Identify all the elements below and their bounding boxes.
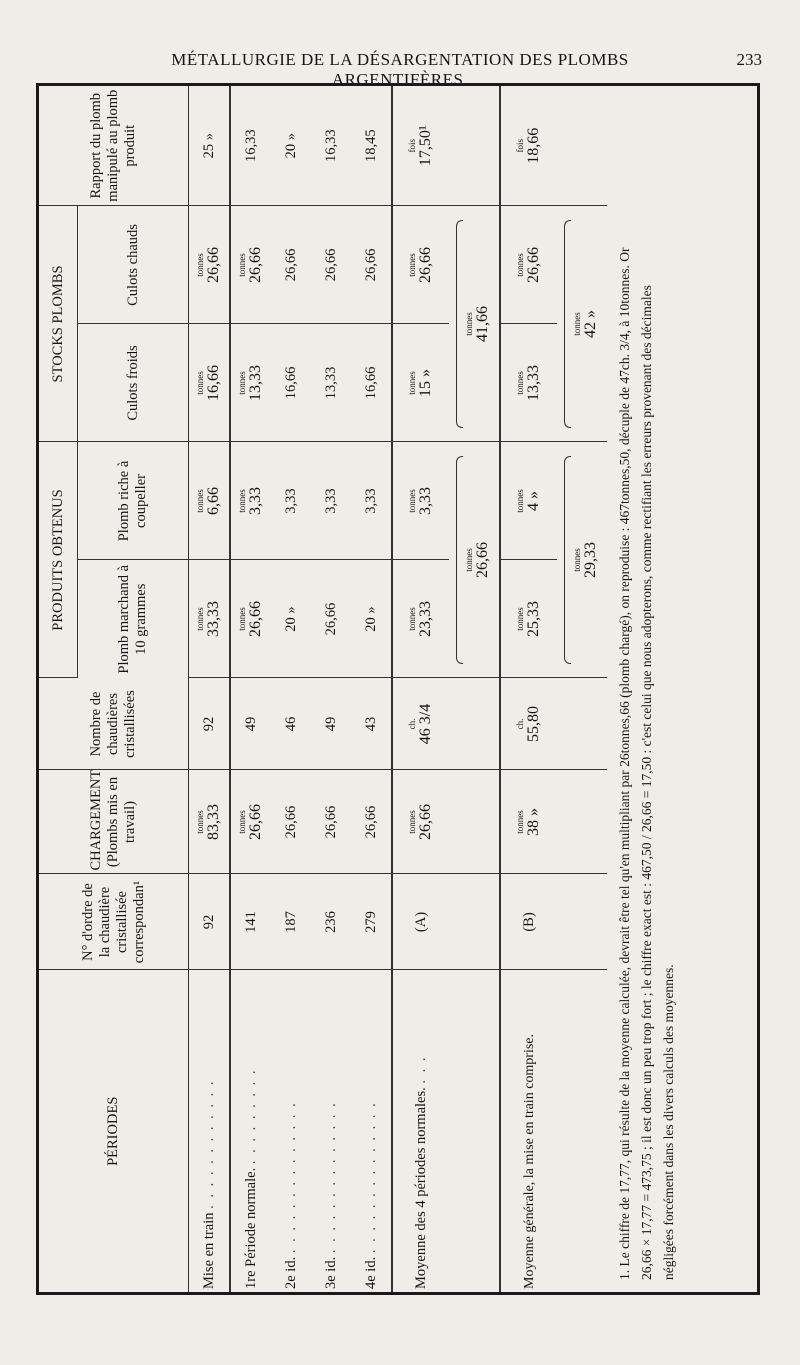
row-chauds: 26,66	[351, 206, 392, 324]
table-row-moyenne-generale: Moyenne générale, la mise en train comprise. (B) tonnes 38 » ch. 55,80 tonnes 25,33 tonnes 4 » tonnes 13,33 tonnes 26,66 fois 18,66	[500, 86, 557, 1292]
footnote-line-2: 26,66 × 17,77 = 473,75 ; il est donc un peu trop fort ; le chiffre exact est : 467,50 / 26,66 = 17,50 : c'est celui que nous adopterons, comme rectifiant les erreurs provenant des décimales	[639, 285, 654, 1280]
row-rapport: 25 »	[189, 86, 231, 206]
table-row: 4e id. . . . . . . . . . . . . . . 279 26,66 43 20 » 3,33 16,66 26,66 18,45	[351, 86, 392, 1292]
header-rapport: Rapport du plomb manipulé au plomb produit	[39, 86, 189, 206]
row-marchand: 33,33	[204, 601, 222, 637]
row-periode: Moyenne générale, la mise en train comprise.	[521, 1033, 537, 1289]
running-title: MÉTALLURGIE DE LA DÉSARGENTATION DES PLOMBS ARGENTIFÈRES.	[171, 50, 629, 89]
row-chargement: 26,66	[246, 804, 264, 840]
brace-produits-4	[456, 456, 463, 664]
row-periode: 3e id.	[322, 1256, 339, 1289]
row-riche: 6,66	[204, 487, 222, 515]
row-chauds: 26,66	[246, 246, 264, 283]
row-chargement: 26,66	[311, 770, 351, 874]
row-rapport: 18,45	[351, 86, 392, 206]
row-ordre: (B)	[500, 874, 557, 970]
row-periode: 4e id.	[362, 1256, 379, 1289]
row-ordre: 279	[351, 874, 392, 970]
row-marchand: 20 »	[271, 560, 311, 678]
header-culots-chauds: Culots chauds	[78, 206, 189, 324]
row-nombre: 46	[271, 678, 311, 770]
row-froids: 13,33	[524, 364, 542, 401]
row-chauds: 26,66	[271, 206, 311, 324]
row-froids: 16,66	[271, 324, 311, 442]
row-periode: 2e id.	[282, 1256, 299, 1289]
header-periodes: PÉRIODES	[39, 970, 189, 1292]
header-culots-froids: Culots froids	[78, 324, 189, 442]
row-ordre: 92	[189, 874, 231, 970]
row-ordre: 187	[271, 874, 311, 970]
row-rapport: 17,50¹	[416, 125, 434, 167]
row-chauds: 26,66	[204, 246, 222, 283]
row-rapport: 18,66	[524, 127, 542, 164]
row-riche: 3,33	[416, 487, 434, 515]
row-chauds: 26,66	[311, 206, 351, 324]
page-number: 233	[736, 50, 762, 69]
total-produits-gen: 29,33	[582, 542, 599, 578]
header-nombre: Nombre de chaudières cristallisées	[39, 678, 189, 770]
footnote-line-1: 1. Le chiffre de 17,77, qui résulte de la moyenne calculée, devrait être tel qu'en multipliant par 26tonnes,66 (plomb chargé), on reproduise : 467tonnes,50, décuple de 47ch. 3/4, à 10tonnes. Or	[617, 247, 632, 1280]
row-froids: 16,66	[204, 364, 222, 401]
table-row-totals-generale: tonnes 29,33 tonnes 42 »	[557, 86, 607, 1292]
footnote-line-3: négligées forcément dans les divers calculs des moyennes.	[661, 964, 676, 1280]
row-chargement: 26,66	[271, 770, 311, 874]
row-nombre: 49	[230, 678, 271, 770]
row-froids: 13,33	[246, 364, 264, 401]
table-row: 3e id. . . . . . . . . . . . . . . 236 26,66 49 26,66 3,33 13,33 26,66 16,33	[311, 86, 351, 1292]
header-stocks-plombs: STOCKS PLOMBS	[39, 206, 78, 442]
row-periode: Mise en train	[200, 1212, 217, 1289]
row-ordre: 236	[311, 874, 351, 970]
row-nombre: 46 3/4	[416, 703, 434, 745]
row-riche: 3,33	[351, 442, 392, 560]
row-periode: Moyenne des 4 périodes normales.	[412, 1087, 429, 1289]
header-chargement: CHARGEMENT (Plombs mis en travail)	[39, 770, 189, 874]
row-rapport: 20 »	[271, 86, 311, 206]
row-chargement: 26,66	[416, 804, 434, 840]
row-chauds: 26,66	[524, 246, 542, 283]
row-marchand: 25,33	[524, 601, 542, 637]
row-marchand: 26,66	[246, 601, 264, 637]
footnote	[614, 100, 680, 1280]
brace-produits-gen	[564, 456, 571, 664]
row-riche: 4 »	[524, 491, 542, 511]
row-nombre: 55,80	[524, 706, 542, 742]
row-riche: 3,33	[246, 487, 264, 515]
header-produits-obtenus: PRODUITS OBTENUS	[39, 442, 78, 678]
row-marchand: 26,66	[311, 560, 351, 678]
total-stocks-gen: 42 »	[582, 309, 599, 338]
brace-stocks-gen	[564, 220, 571, 428]
row-periode: 1re Période normale.	[242, 1167, 259, 1289]
row-froids: 13,33	[311, 324, 351, 442]
header-plomb-riche: Plomb riche à coupeller	[78, 442, 189, 560]
row-chargement: 83,33	[204, 804, 222, 840]
header-ordre: N° d'ordre de la chaudière cristallisée correspondan¹	[39, 874, 189, 970]
row-ordre: (A)	[392, 874, 449, 970]
row-chauds: 26,66	[416, 246, 434, 283]
row-froids: 16,66	[351, 324, 392, 442]
table-frame	[36, 83, 760, 1295]
header-plomb-marchand: Plomb marchand à 10 grammes	[78, 560, 189, 678]
total-stocks-4: 41,66	[474, 305, 491, 342]
row-froids: 15 »	[416, 368, 434, 397]
row-marchand: 23,33	[416, 601, 434, 637]
row-riche: 3,33	[311, 442, 351, 560]
table-row: 1re Période normale. . . . . . . . . . 141 tonnes 26,66 49 tonnes 26,66 tonnes 3,33 tonnes 13,33 tonnes 26,66 16,33	[230, 86, 271, 1292]
periods-table	[39, 86, 607, 1292]
table-row-moyenne-4: Moyenne des 4 périodes normales. . . . (A) tonnes 26,66 ch. 46 3/4 tonnes 23,33 tonnes 3,33 tonnes 15 » tonnes 26,66 fois 17,50¹	[392, 86, 449, 1292]
row-ordre: 141	[230, 874, 271, 970]
row-marchand: 20 »	[351, 560, 392, 678]
table-row: 2e id. . . . . . . . . . . . . . . 187 26,66 46 20 » 3,33 16,66 26,66 20 »	[271, 86, 311, 1292]
row-nombre: 43	[351, 678, 392, 770]
row-riche: 3,33	[271, 442, 311, 560]
row-rapport: 16,33	[230, 86, 271, 206]
rotated-table-block	[39, 86, 757, 1292]
brace-stocks-4	[456, 220, 463, 428]
table-row-totals-4: tonnes 26,66 tonnes 41,66	[449, 86, 500, 1292]
total-produits-4: 26,66	[474, 542, 491, 578]
row-nombre: 49	[311, 678, 351, 770]
page-header	[0, 50, 800, 89]
table-row: Mise en train . . . . . . . . . . . . 92 tonnes 83,33 92 tonnes 33,33 tonnes 6,66 tonnes 16,66 tonnes 26,66 25 »	[189, 86, 231, 1292]
row-rapport: 16,33	[311, 86, 351, 206]
row-nombre: 92	[189, 678, 231, 770]
row-chargement: 38 »	[524, 808, 542, 836]
row-chargement: 26,66	[351, 770, 392, 874]
